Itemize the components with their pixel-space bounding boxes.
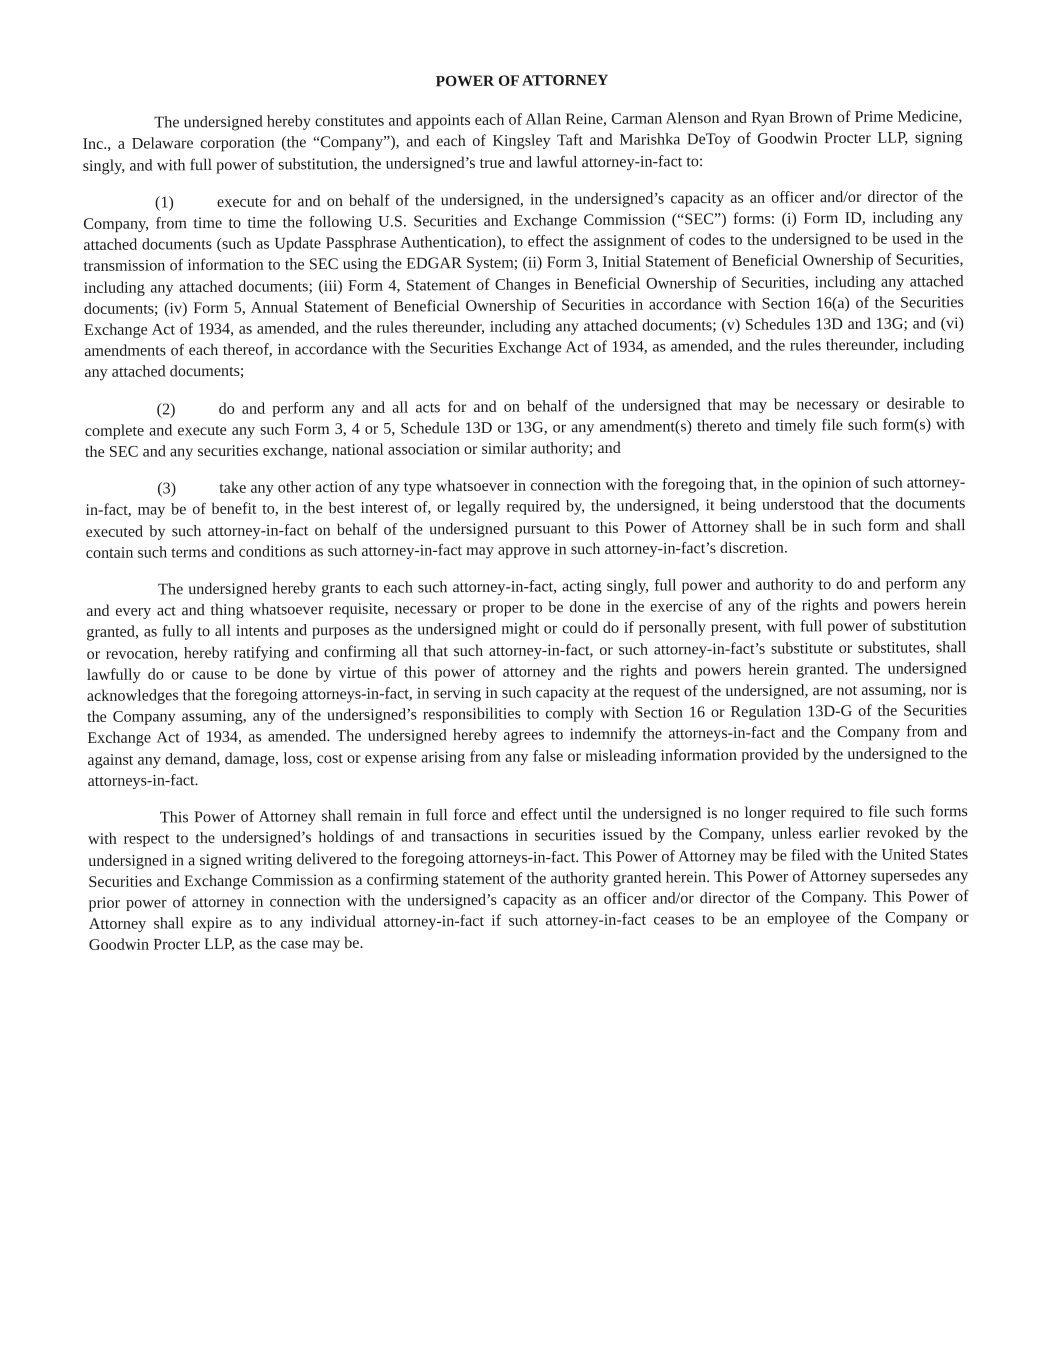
duration-paragraph: This Power of Attorney shall remain in full force and effect until the undersigned is no longer required to file such forms with respect to the undersigned’s holdings of and transactions in securities issued by the Company, unless earlier revoked by the undersigned in a signed writing delivered to the foregoing attorneys-in-fact. This Power of Attorney may be filed with the United States Securities and Exchange Commission as a confirming statement of the authority granted herein. This Power of Attorney supersedes any prior power of attorney in connection with the undersigned’s capacity as an officer and/or director of the Company. This Power of Attorney shall expire as to any individual attorney-in-fact if such attorney-in-fact ceases to be an employee of the Company or Goodwin Procter LLP, as the case may be. xyxy=(87,802,969,955)
list-item xyxy=(85,472,966,564)
item-number: (2) xyxy=(156,399,176,419)
item-text: take any other action of any type whatsoever in connection with the foregoing that, in the opinion of such attorney-in-fact, may be of benefit to, in the best interest of, or legally required by, the undersigned, it being understood that the documents executed by such attorney-in-fact on behalf of the undersigned pursuant to this Power of Attorney shall be in such form and shall contain such terms and conditions as such attorney-in-fact may approve in such attorney-in-fact’s discretion. xyxy=(85,473,966,562)
intro-paragraph: The undersigned hereby constitutes and appoints each of Allan Reine, Carman Alenson and Ryan Brown of Prime Medicine, Inc., a Delaware corporation (the “Company”), and each of Kingsley Taft and Marishka DeToy of Goodwin Procter LLP, signing singly, and with full power of substitution, the undersigned’s true and lawful attorney-in-fact to: xyxy=(82,107,963,175)
item-number: (1) xyxy=(154,193,174,212)
item-text: execute for and on behalf of the undersigned, in the undersigned’s capacity as an officer and/or director of the Company, from time to time the following U.S. Securities and Exchange Commission (“SEC”) forms: (i) Form ID, including any attached documents (such as Update Passphrase Authentication), to effect the assignment of codes to the undersigned to be used in the transmission of information to the SEC using the EDGAR System; (ii) Form 3, Initial Statement of Beneficial Ownership of Securities, including any attached documents; (iii) Form 4, Statement of Changes in Beneficial Ownership of Securities, including any attached documents; (iv) Form 5, Annual Statement of Beneficial Ownership of Securities in accordance with Section 16(a) of the Securities Exchange Act of 1934, as amended, and the rules thereunder, including any attached documents; (v) Schedules 13D and 13G; and (vi) amendments of each thereof, in accordance with the Securities Exchange Act of 1934, as amended, and the rules thereunder, including any attached documents; xyxy=(83,186,965,382)
grant-paragraph: The undersigned hereby grants to each such attorney-in-fact, acting singly, full power and authority to do and perform any and every act and thing whatsoever requisite, necessary or proper to be done in the exercise of any of the rights and powers herein granted, as fully to all intents and purposes as the undersigned might or could do if personally present, with full power of substitution or revocation, hereby ratifying and confirming all that such attorney-in-fact, or such attorney-in-fact’s substitute or substitutes, shall lawfully do or cause to be done by virtue of this power of attorney and the rights and powers herein granted. The undersigned acknowledges that the foregoing attorneys-in-fact, in serving in such capacity at the request of the undersigned, are not assuming, nor is the Company assuming, any of the undersigned’s responsibilities to comply with Section 16 or Regulation 13D-G of the Securities Exchange Act of 1934, as amended. The undersigned hereby agrees to indemnify the attorneys-in-fact and the Company from and against any demand, damage, loss, cost or expense arising from any false or misleading information provided by the undersigned to the attorneys-in-fact. xyxy=(86,574,968,790)
item-number: (3) xyxy=(157,479,177,498)
document-title: POWER OF ATTORNEY xyxy=(435,71,609,91)
list-item xyxy=(85,393,965,464)
document-page xyxy=(82,67,969,972)
item-text: do and perform any and all acts for and on behalf of the undersigned that may be necessary or desirable to complete and execute any such Form 3, 4 or 5, Schedule 13D or 13G, or any amendment(s) thereto and timely file such form(s) with the SEC and any securities exchange, national association or similar authority; and xyxy=(84,393,965,462)
list-item xyxy=(83,186,964,384)
